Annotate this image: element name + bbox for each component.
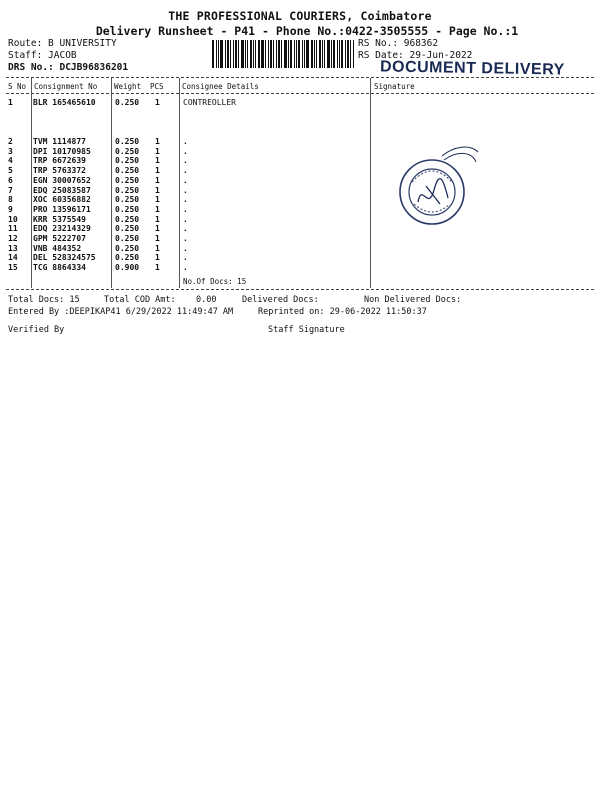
table-header-rule: [6, 93, 594, 94]
row-consignee-details: .: [183, 243, 188, 253]
row-sno: 10: [8, 214, 18, 224]
row-consignee-details: .: [183, 204, 188, 214]
row-sno: 11: [8, 224, 18, 234]
row-consignee-details: .: [183, 195, 188, 205]
row-pcs: 1: [155, 137, 160, 146]
row-pcs: 1: [155, 146, 160, 156]
row-sno: 5: [8, 166, 13, 176]
row-sno: 9: [8, 204, 13, 214]
row-consignment-no: TRP 6672639: [33, 156, 86, 166]
row-pcs: 1: [155, 204, 160, 214]
row-consignment-no: TRP 5763372: [33, 166, 86, 176]
row-pcs: 1: [155, 175, 160, 185]
row-consignee-details: .: [183, 137, 188, 146]
entered-by: Entered By :DEEPIKAP41 6/29/2022 11:49:47 AM: [8, 307, 234, 317]
row-weight: 0.250: [115, 204, 140, 214]
row-pcs: 1: [155, 224, 160, 234]
university-seal-stamp: [392, 142, 482, 232]
staff-label: Staff: JACOB: [8, 50, 77, 61]
company-title: THE PROFESSIONAL COURIERS, Coimbatore: [168, 9, 432, 23]
row-pcs: 1: [155, 253, 160, 263]
row-consignee-details: .: [183, 263, 188, 273]
staff-signature: Staff Signature: [268, 325, 345, 335]
row-weight: 0.250: [115, 137, 140, 146]
document-delivery-stamp: DOCUMENT DELIVERY: [379, 58, 565, 79]
row-consignment-no: XOC 60356882: [33, 195, 91, 205]
row-consignment-no: EDQ 23214329: [33, 224, 91, 234]
non-delivered-docs: Non Delivered Docs:: [364, 295, 462, 305]
reprinted-on: Reprinted on: 29-06-2022 11:50:37: [258, 307, 427, 317]
row-consignee-details: .: [183, 156, 188, 166]
delivered-docs: Delivered Docs:: [242, 295, 319, 305]
row-sno: 13: [8, 243, 18, 253]
row-pcs: 1: [155, 98, 160, 107]
row-weight: 0.250: [115, 243, 140, 253]
row-sno: 4: [8, 156, 13, 166]
row-pcs: 1: [155, 156, 160, 166]
row-weight: 0.250: [115, 195, 140, 205]
row-sno: 8: [8, 195, 13, 205]
row-consignment-no: EDQ 25083587: [33, 185, 91, 195]
verified-by: Verified By: [8, 325, 65, 335]
row-weight: 0.250: [115, 234, 140, 243]
total-cod-value: 0.00: [196, 295, 217, 305]
rs-date: RS Date: 29-Jun-2022: [358, 50, 473, 61]
row-consignment-no: EGN 30007652: [33, 175, 91, 185]
row-sno: 15: [8, 263, 18, 273]
total-docs: Total Docs: 15: [8, 295, 80, 305]
col-header-weight: Weight: [114, 82, 142, 91]
row-pcs: 1: [155, 263, 160, 273]
route-label: Route: B UNIVERSITY: [8, 38, 117, 49]
row-weight: 0.250: [115, 166, 140, 176]
row-sno: 2: [8, 137, 13, 146]
row-consignment-no: GPM 5222707: [33, 234, 86, 243]
row-consignee-details: .: [183, 234, 188, 243]
row-consignee-details: .: [183, 214, 188, 224]
row-consignment-no: TVM 1114877: [33, 137, 86, 146]
row-pcs: 1: [155, 243, 160, 253]
row-weight: 0.900: [115, 263, 140, 273]
row-weight: 0.250: [115, 185, 140, 195]
row-consignee-details: .: [183, 185, 188, 195]
row-weight: 0.250: [115, 253, 140, 263]
row-consignment-no: KRR 5375549: [33, 214, 86, 224]
row-sno: 1: [8, 98, 13, 107]
col-header-signature: Signature: [374, 82, 415, 91]
row-consignment-no: VNB 484352: [33, 243, 82, 253]
col-divider: [111, 78, 112, 288]
row-consignee-details: .: [183, 146, 188, 156]
row-consignee-details: .: [183, 224, 188, 234]
table-bottom-rule: [6, 289, 594, 290]
barcode: [212, 40, 357, 68]
row-consignee-details: .: [183, 175, 188, 185]
row-sno: 3: [8, 146, 13, 156]
row-weight: 0.250: [115, 156, 140, 166]
col-divider: [179, 78, 180, 288]
row-pcs: 1: [155, 234, 160, 243]
row-sno: 14: [8, 253, 18, 263]
col-header-sno: S No: [8, 82, 27, 91]
row-weight: 0.250: [115, 146, 140, 156]
row-consignee-details: CONTREOLLER: [183, 98, 236, 107]
row-pcs: 1: [155, 214, 160, 224]
rs-number: RS No.: 968362: [358, 38, 439, 49]
col-divider: [370, 78, 371, 288]
col-header-pcs: PCS: [150, 82, 164, 91]
row-pcs: 1: [155, 166, 160, 176]
row-consignee-details: .: [183, 253, 188, 263]
row-pcs: 1: [155, 185, 160, 195]
row-sno: 7: [8, 185, 13, 195]
row-sno: 6: [8, 175, 13, 185]
row-consignment-no: TCG 8864334: [33, 263, 86, 273]
row-weight: 0.250: [115, 214, 140, 224]
col-header-consignment: Consignment No: [34, 82, 98, 91]
total-cod-label: Total COD Amt:: [104, 295, 176, 305]
no-of-docs: No.Of Docs: 15: [183, 277, 247, 286]
row-consignment-no: DPI 10170985: [33, 146, 91, 156]
row-consignment-no: DEL 528324575: [33, 253, 96, 263]
runsheet-title: Delivery Runsheet - P41 - Phone No.:0422-3505555 - Page No.:1: [95, 24, 519, 38]
row-consignee-details: .: [183, 166, 188, 176]
table-top-rule: [6, 77, 594, 78]
col-divider: [31, 78, 32, 288]
row-consignment-no: PRO 13596171: [33, 204, 91, 214]
row-weight: 0.250: [115, 175, 140, 185]
drs-number: DRS No.: DCJB96836201: [8, 62, 129, 73]
row-weight: 0.250: [115, 224, 140, 234]
row-consignment-no: BLR 165465610: [33, 98, 96, 107]
row-sno: 12: [8, 234, 18, 243]
row-pcs: 1: [155, 195, 160, 205]
col-header-details: Consignee Details: [182, 82, 259, 91]
row-weight: 0.250: [115, 98, 140, 107]
